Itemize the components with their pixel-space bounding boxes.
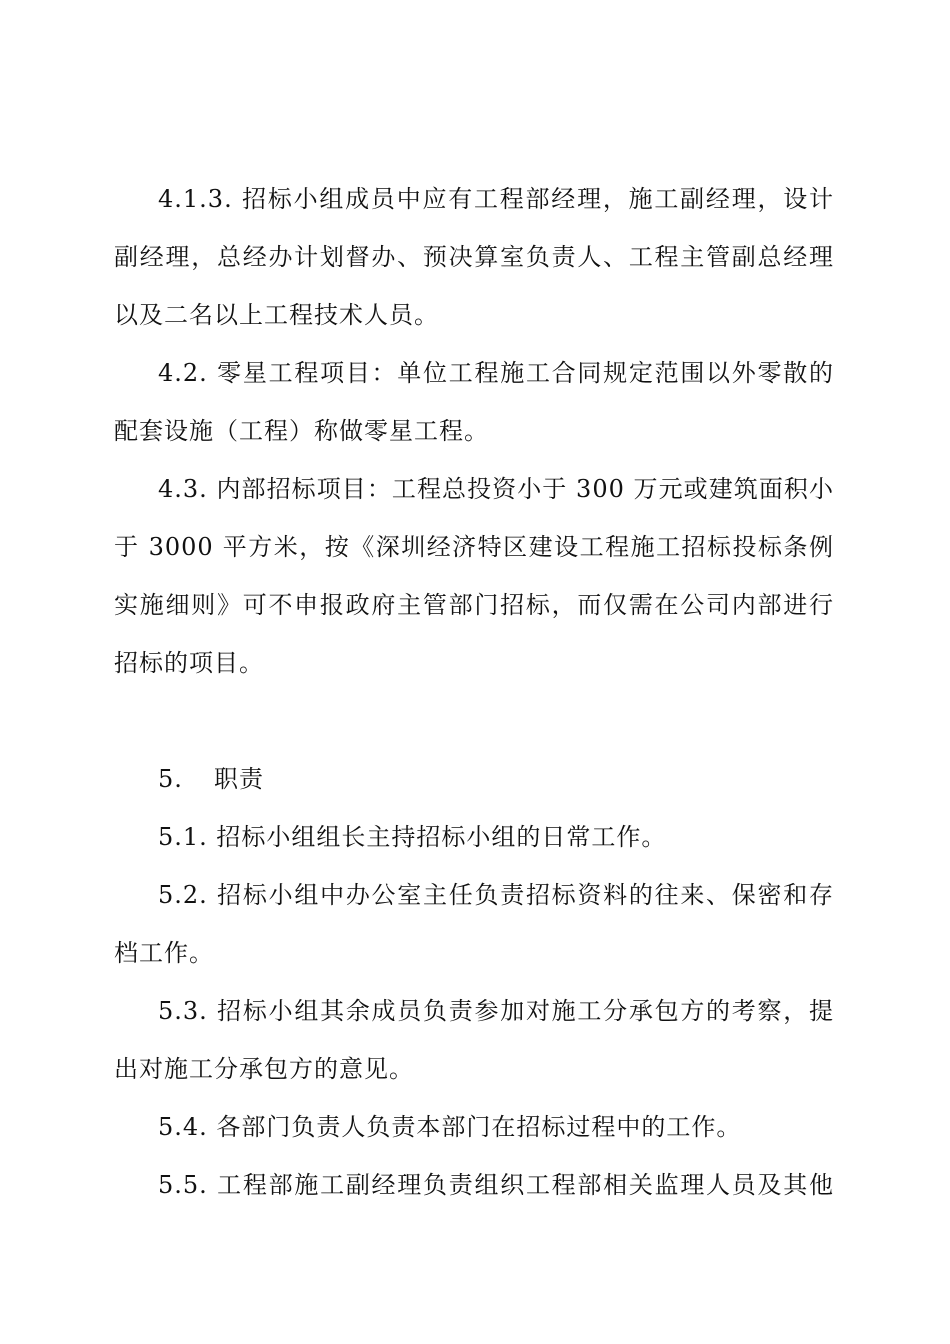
- paragraph-5-2-line-1: 5.2. 招标小组中办公室主任负责招标资料的往来、保密和存: [158, 881, 834, 909]
- paragraph-4-1-3-line-1: 4.1.3. 招标小组成员中应有工程部经理，施工副经理，设计: [158, 185, 834, 213]
- paragraph-4-3-line-3: 实施细则》可不申报政府主管部门招标，而仅需在公司内部进行: [114, 591, 834, 619]
- paragraph-4-1-3-line-3: 以及二名以上工程技术人员。: [114, 301, 439, 329]
- paragraph-5-3-line-1: 5.3. 招标小组其余成员负责参加对施工分承包方的考察，提: [158, 997, 834, 1025]
- paragraph-4-3-line-4: 招标的项目。: [114, 649, 264, 677]
- paragraph-5-1-line-1: 5.1. 招标小组组长主持招标小组的日常工作。: [158, 823, 667, 851]
- paragraph-5-5-line-1: 5.5. 工程部施工副经理负责组织工程部相关监理人员及其他: [158, 1171, 834, 1199]
- paragraph-4-3-line-1: 4.3. 内部招标项目：工程总投资小于 300 万元或建筑面积小: [158, 475, 834, 503]
- paragraph-4-3-line-2: 于 3000 平方米，按《深圳经济特区建设工程施工招标投标条例: [114, 533, 834, 561]
- paragraph-5-2-line-2: 档工作。: [114, 939, 214, 967]
- paragraph-5-3-line-2: 出对施工分承包方的意见。: [114, 1055, 414, 1083]
- section-5-title: 职责: [214, 765, 264, 793]
- paragraph-5-4-line-1: 5.4. 各部门负责人负责本部门在招标过程中的工作。: [158, 1113, 742, 1141]
- paragraph-4-1-3-line-2: 副经理，总经办计划督办、预决算室负责人、工程主管副总经理: [114, 243, 834, 271]
- paragraph-4-2-line-2: 配套设施（工程）称做零星工程。: [114, 417, 489, 445]
- paragraph-4-2-line-1: 4.2. 零星工程项目：单位工程施工合同规定范围以外零散的: [158, 359, 834, 387]
- section-5-number: 5.: [158, 765, 183, 793]
